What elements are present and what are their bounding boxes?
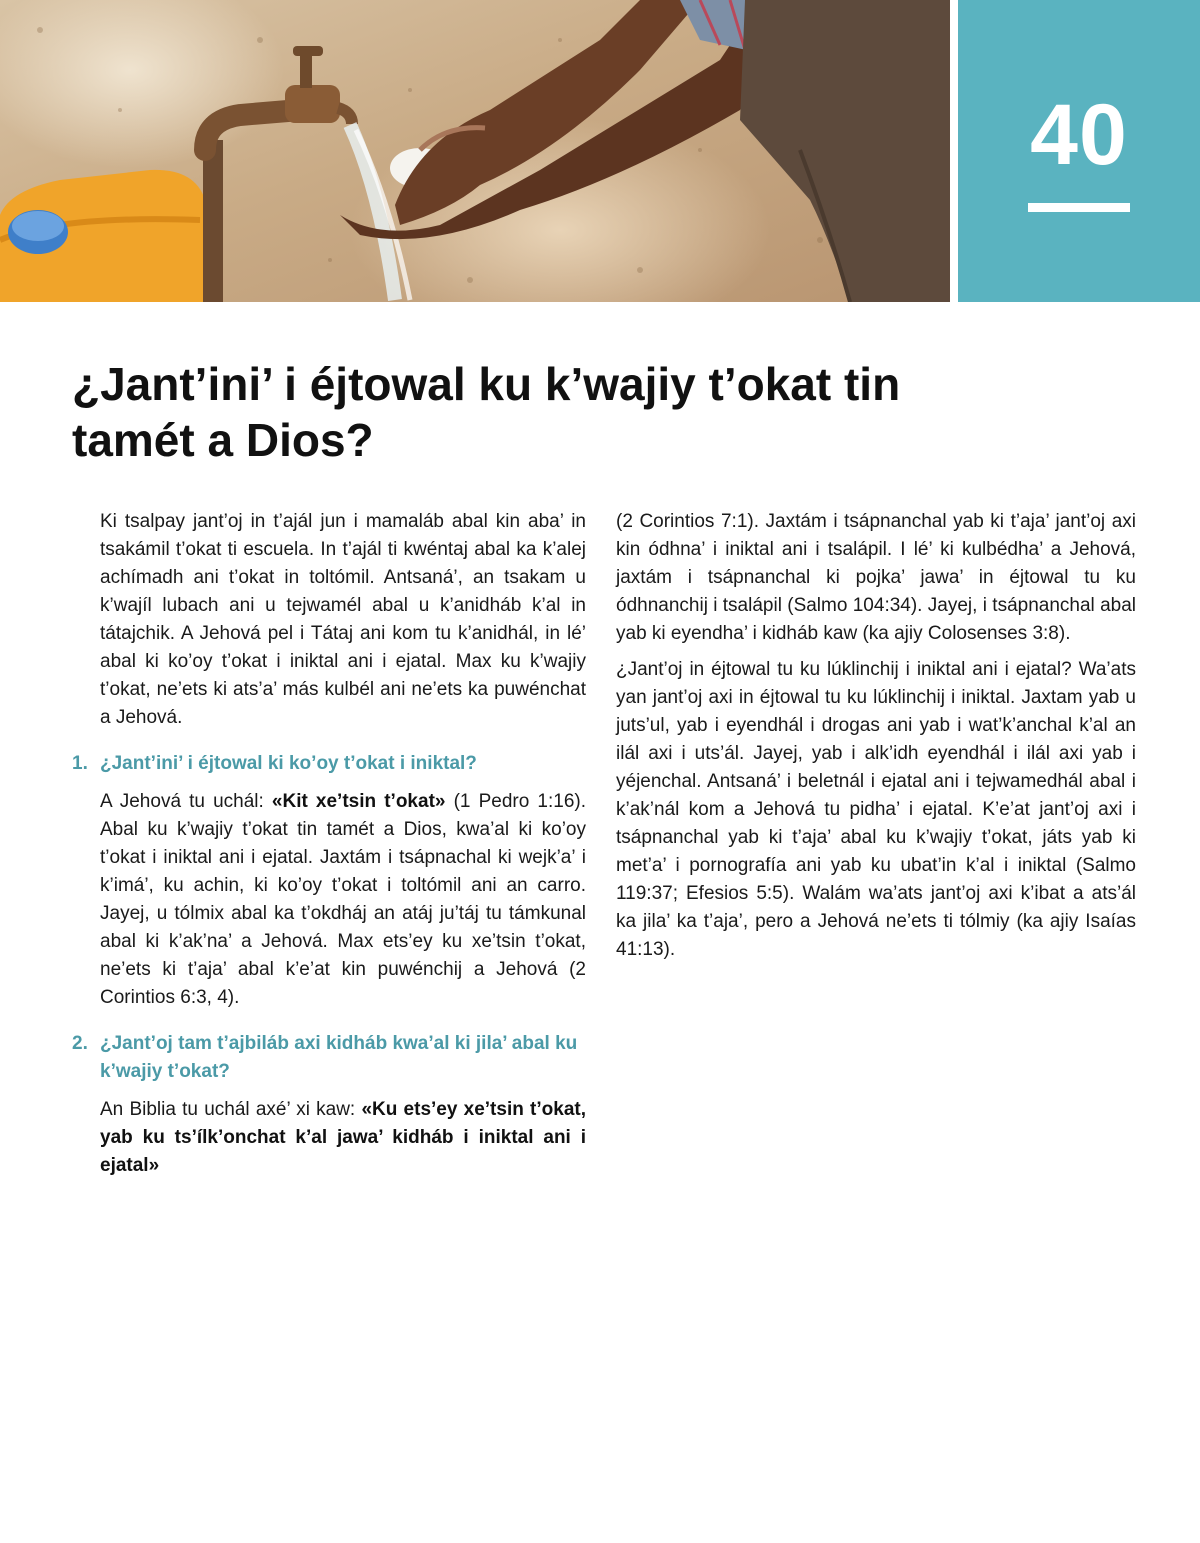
left-column xyxy=(72,508,586,1188)
section-1-number: 1. xyxy=(72,753,88,774)
section-2-body-start xyxy=(100,1096,586,1180)
right-column xyxy=(616,508,1136,972)
section-1-quote: «Kit xe’tsin t’okat» xyxy=(271,791,446,812)
section-2-body-lead: An Biblia tu uchál axé’ xi kaw: xyxy=(100,1099,362,1120)
hand-washing-illustration xyxy=(0,0,950,302)
lesson-number-panel xyxy=(958,0,1200,302)
header-photo xyxy=(0,0,950,302)
section-2-extra-paragraph: ¿Jant’oj in éjtowal tu ku lúklinchij i iniktal ani i ejatal? Wa’ats yan jant’oj axi in éjtowal tu ku lúklinchij i iniktal. Jaxtam yab u juts’ul, yab i eyendhál i drogas ani yab i wat’k’anchal k’al an ilál axi i uts’ál. Jayej, yab i alk’idh eyendhál i ilál axi yab i yéjenchal. Antsaná’ i beletnál i ejatal ani i tejwamedhál abal i k’ak’nál kom a Jehová tu pidha’ i ejatal. K’e’at jant’oj axi i tsápnanchal yab ki t’aja’ abal ku k’wajiy t’okat, játs yab ki met’a’ i pornografía ani yab ku ubat’in k’al i iniktal (Salmo 119:37; Efesios 5:5). Walám wa’ats jant’oj axi k’ibat a ats’ál ka jila’ ka t’aja’, pero a Jehová ne’ets ti tólmiy (ka ajiy Isaías 41:13). xyxy=(616,659,1136,960)
section-1-body-lead: A Jehová tu uchál: xyxy=(100,791,272,812)
section-2-heading xyxy=(72,1030,586,1086)
intro-paragraph: Ki tsalpay jant’oj in t’ajál jun i mamaláb abal kin aba’ in tsakámil t’okat ti escuela. In t’ajál ti kwéntaj abal ka k’alej achímadh ani t’okat in toltómil. Antsaná’, an tsakam u k’wajíl lubach ani u tejwamél abal u k’anidháb k’al in tátajchik. A Jehová pel i Tátaj ani kom tu k’anidhál, in lé’ abal ki ko’oy t’okat i iniktal ani i ejatal. Max ku k’wajiy t’okat, ne’ets ki ats’a’ más kulbél ani ne’ets ka puwénchat a Jehová. xyxy=(100,511,586,728)
section-2-quote: «Ku ets’ey xe’tsin t’okat, yab ku ts’ílk’onchat k’al jawa’ kidháb i iniktal ani i ejatal» xyxy=(100,1099,586,1176)
header-separator xyxy=(950,0,958,302)
section-1-question: ¿Jant’ini’ i éjtowal ki ko’oy t’okat i iniktal? xyxy=(100,753,477,774)
lesson-number: 40 xyxy=(1030,87,1128,183)
section-1-body xyxy=(100,788,586,1012)
section-2-number: 2. xyxy=(72,1033,88,1054)
section-2-body-continued: (2 Corintios 7:1). Jaxtám i tsápnanchal yab ki t’aja’ jant’oj axi kin ódhna’ i iniktal ani i tsalápil. I lé’ ki kulbédha’ a Jehová, jaxtám i tsápnanchal ki pojka’ jawa’ in éjtowal tu ku ódhnanchij i tsalápil (Salmo 104:34). Jayej, i tsápnanchal abal yab ki eyendha’ i kidháb kaw (ka ajiy Colosenses 3:8). xyxy=(616,511,1136,644)
page-title: ¿Jant’ini’ i éjtowal ku k’wajiy t’okat tin tamét a Dios? xyxy=(72,358,901,466)
lesson-number-underline xyxy=(1028,203,1130,212)
section-2-question: ¿Jant’oj tam t’ajbiláb axi kidháb kwa’al ki jila’ abal ku k’wajiy t’okat? xyxy=(100,1033,578,1082)
section-1-heading xyxy=(72,750,586,778)
section-1-body-rest: (1 Pedro 1:16). Abal ku k’wajiy t’okat tin tamét a Dios, kwa’al ki ko’oy t’okat i iniktal ani i ejatal. Jaxtám i tsápnachal ki wejk’a’ i k’imá’, ku achin, ki ko’oy t’okat i toltómil ani an carro. Jayej, u tólmix abal ka t’okdháj an atáj ju’táj tu támkunal abal ki k’ak’na’ a Jehová. Max ets’ey ku xe’tsin t’okat, ne’ets ki t’aja’ abal k’e’at kin puwénchij a Jehová (2 Corintios 6:3, 4). xyxy=(100,791,586,1008)
